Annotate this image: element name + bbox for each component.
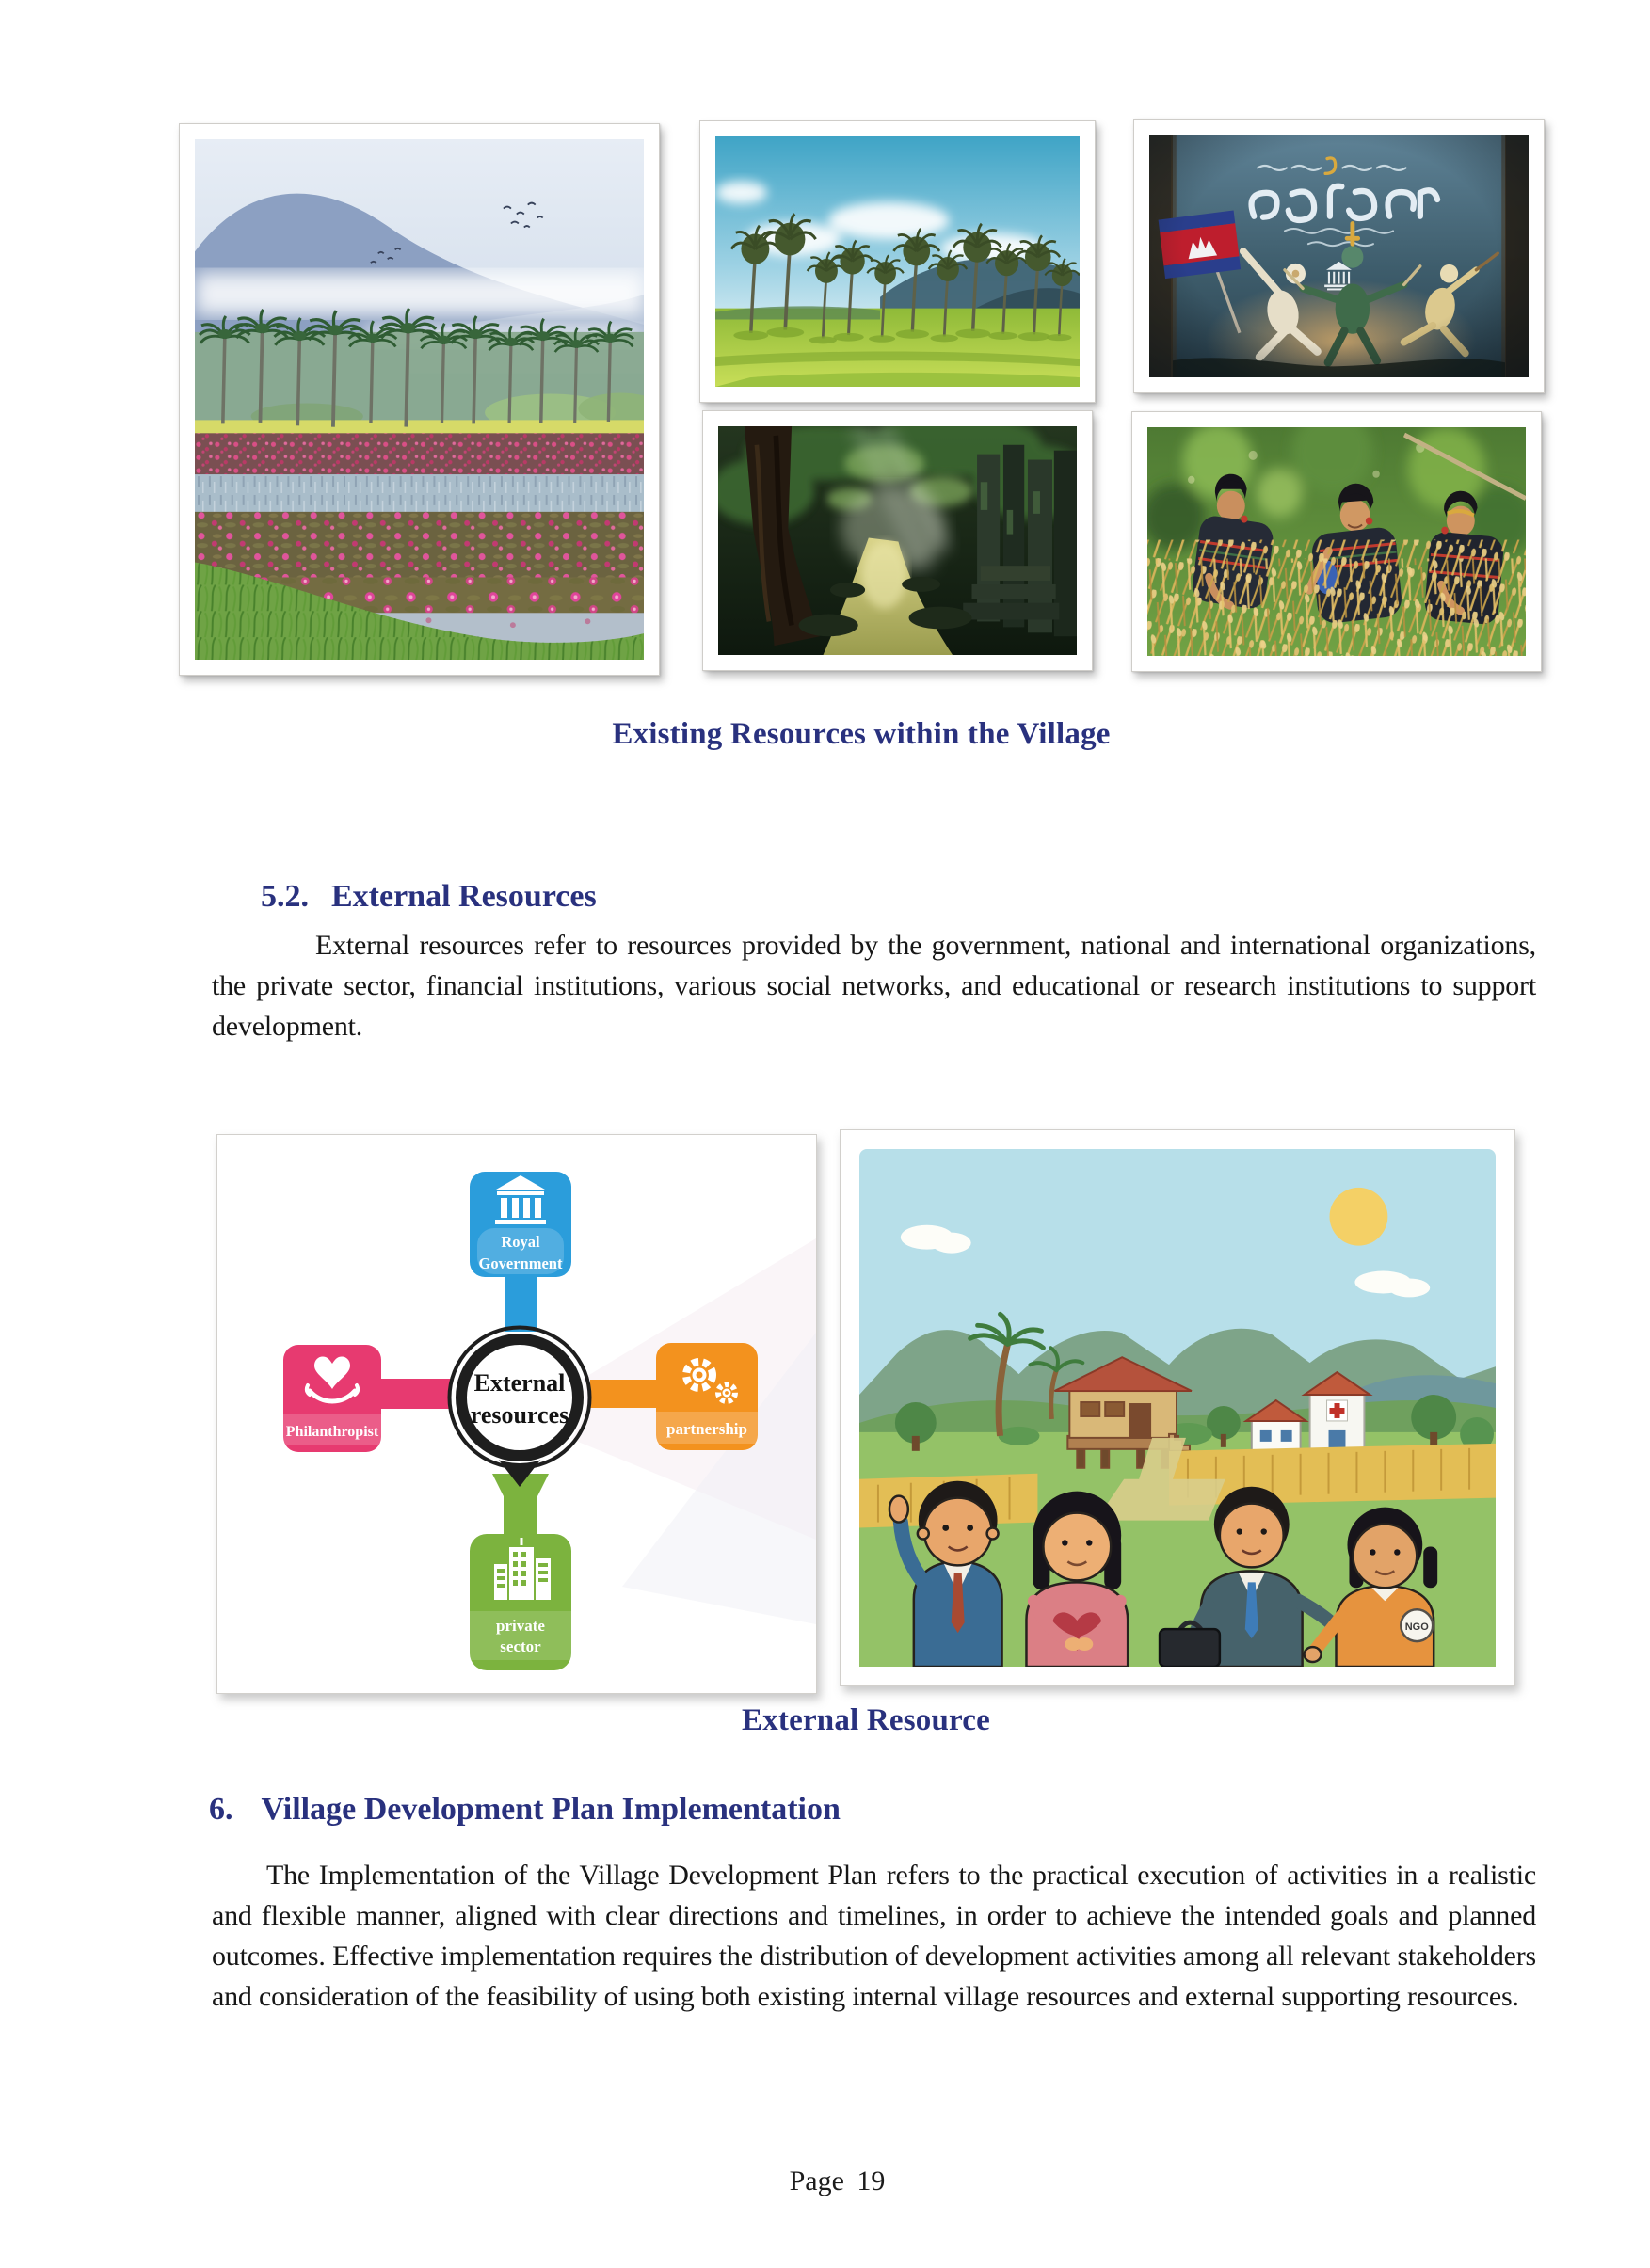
sun-shape <box>1330 1188 1388 1246</box>
center-label-2: resources <box>470 1401 569 1429</box>
section-6-title: Village Development Plan Implementation <box>261 1792 841 1827</box>
page-number: Page 19 <box>789 2165 886 2196</box>
photo-khmer-dance-poster <box>1133 119 1545 393</box>
photo-lotus-lake <box>179 123 660 676</box>
external-resources-diagram <box>217 1135 816 1693</box>
section-5-2-number: 5.2. <box>261 879 309 914</box>
photo-rice-harvest <box>1131 411 1542 672</box>
khmer-dance-poster-image <box>1149 135 1529 377</box>
connector-right <box>590 1380 658 1408</box>
node-private-sector <box>470 1534 571 1670</box>
section-6-paragraph: The Implementation of the Village Development Plan refers to the practical execution of activities in a realistic and flexible manner, aligned with clear directions and timelines, in order to achieve the intended goals and planned outcomes. Effective implementation requires the distribution of development activities among all relevant stakeholders and consideration of the feasibility of using both existing internal village resources and external supporting resources. <box>212 1860 1536 2012</box>
ngo-badge-label: NGO <box>1404 1621 1429 1634</box>
connector-left <box>379 1379 451 1409</box>
node-government-label-1: Royal <box>501 1233 540 1251</box>
village-stakeholders-illustration <box>859 1149 1496 1667</box>
node-philanthropist <box>283 1345 381 1452</box>
section-6-heading <box>209 1792 841 1828</box>
center-label-1: External <box>473 1369 566 1397</box>
node-royal-government <box>470 1172 571 1277</box>
rice-harvest-image <box>1147 427 1526 656</box>
palm-field-image <box>715 136 1080 387</box>
red-cross-icon <box>1327 1400 1348 1421</box>
section-5-2-heading <box>261 879 597 915</box>
figure-village-illustration <box>840 1129 1515 1686</box>
section-5-2-paragraph: External resources refer to resources provided by the government, national and international organizations, the private sector, financial institutions, various social networks, and educational or research institutions to support development. <box>212 930 1536 1042</box>
node-government-label-2: Government <box>478 1254 563 1272</box>
lotus-lake-image <box>195 139 644 660</box>
person-heart-woman <box>1026 1492 1128 1667</box>
section-6-number: 6. <box>209 1792 233 1827</box>
node-private-sector-label-1: private <box>496 1617 545 1635</box>
section-5-2-title: External Resources <box>331 879 597 914</box>
photos-caption: Existing Resources within the Village <box>612 717 1111 751</box>
photo-forest-stream <box>702 410 1093 671</box>
photo-palm-field <box>699 120 1096 403</box>
forest-stream-image <box>718 426 1077 655</box>
figures-caption: External Resource <box>742 1703 990 1737</box>
temple-ruins <box>963 445 1077 636</box>
node-partnership-label: partnership <box>666 1420 747 1438</box>
figure-external-resources-diagram <box>216 1134 817 1694</box>
connector-top <box>505 1273 537 1332</box>
node-philanthropist-label: Philanthropist <box>285 1424 379 1440</box>
node-private-sector-label-2: sector <box>500 1637 541 1655</box>
node-partnership <box>656 1343 758 1450</box>
